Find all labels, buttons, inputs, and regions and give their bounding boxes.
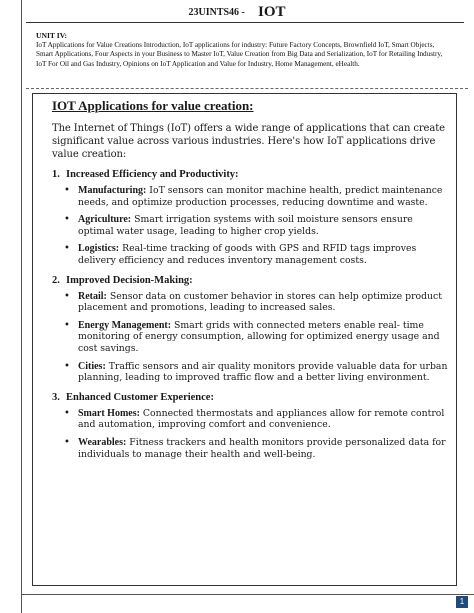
bullet-icon: • (64, 407, 70, 419)
list-item: • Cities: Traffic sensors and air quality monitors provide valuable data for urban planning, leading to improved traffic flow and a better living environment. (64, 360, 448, 384)
list-item: • Energy Management: Smart grids with connected meters enable real- time monitoring of energy consumption, allowing for optimized energy usage and cost savings. (64, 319, 440, 354)
list-item: • Wearables: Fitness trackers and health monitors provide personalized data for individuals to manage their health and well-being. (64, 436, 446, 460)
bullet-icon: • (64, 290, 70, 302)
bullet-list (52, 291, 448, 384)
content-area (52, 98, 448, 466)
bullet-icon: • (64, 360, 70, 372)
unit-text: IoT Applications for Value Creations Introduction, IoT applications for industry: Future Factory Concepts, Brownfield IoT, Smart Objects, Smart Applications, Four Aspects in your Business to Master IoT, Value Creation from Big Data and Serialization, IoT for Retailing Industry, IoT For Oil and Gas Industry, Opinions on IoT Application and Value for Industry, Home Management, eHealth. (36, 40, 443, 68)
bullet-icon: • (64, 243, 70, 255)
bullet-icon: • (64, 214, 70, 226)
page-border-bottom (21, 594, 474, 595)
group-heading: 3. Enhanced Customer Experience: (52, 391, 214, 403)
header-rule (26, 22, 464, 23)
bullet-icon: • (64, 436, 70, 448)
group-decision-making (52, 274, 448, 384)
list-item: • Retail: Sensor data on customer behavior in stores can help optimize product placement and promotions, leading to increased sales. (64, 290, 442, 314)
page-border-left (21, 0, 22, 613)
course-code: 23UINTS46 - (188, 7, 245, 18)
page-header (0, 2, 474, 22)
unit-syllabus (36, 31, 446, 69)
list-item: • Agriculture: Smart irrigation systems with soil moisture sensors ensure optimal water usage, leading to higher crop yields. (64, 214, 413, 237)
group-heading: 1. Increased Efficiency and Productivity: (52, 169, 239, 180)
list-item: • Smart Homes: Connected thermostats and appliances allow for remote control and automation, improving comfort and convenience. (64, 407, 445, 431)
group-heading: 2. Improved Decision-Making: (52, 274, 193, 286)
group-efficiency (52, 168, 448, 267)
section-title: IOT Applications for value creation: (52, 98, 254, 113)
page-number: 1 (456, 596, 468, 608)
list-item: • Logistics: Real-time tracking of goods with GPS and RFID tags improves delivery efficiency and reduces inventory management costs. (64, 243, 417, 266)
dashed-divider (26, 88, 468, 89)
bullet-list (52, 408, 448, 460)
group-customer-experience (52, 391, 448, 460)
bullet-icon: • (64, 319, 70, 331)
header-title: IOT (257, 4, 286, 20)
unit-title: UNIT IV: (36, 31, 68, 40)
intro-paragraph: The Internet of Things (IoT) offers a wide range of applications that can create significant value across various industries. Here's how IoT applications drive value creation: (52, 123, 445, 160)
list-item: • Manufacturing: IoT sensors can monitor machine health, predict maintenance needs, and optimize production processes, reducing downtime and waste. (64, 185, 443, 208)
bullet-icon: • (64, 185, 70, 196)
bullet-list (52, 185, 448, 267)
